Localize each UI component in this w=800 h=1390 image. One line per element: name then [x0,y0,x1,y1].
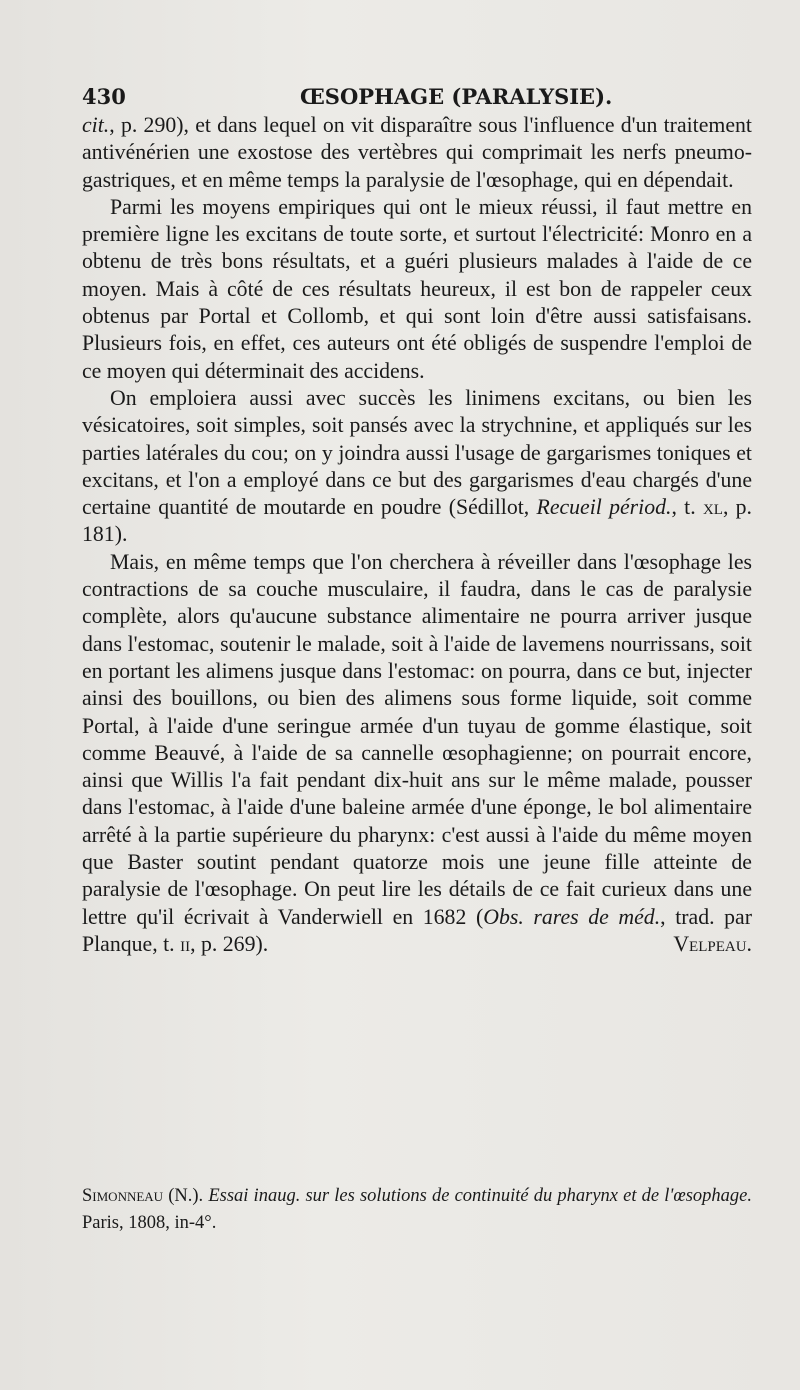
paragraph-4-italic: Obs. rares de méd. [483,904,661,929]
reference-imprint: Paris, 1808, in-4°. [82,1213,217,1233]
paragraph-3-italic: Recueil périod. [536,495,672,520]
paragraph-2: Parmi les moyens empiriques qui ont le mieux réussi, il faut mettre en première ligne les excitans de toute sorte, et surtout l'électricité: Monro en a obtenu de très bons résultats, et a guéri plusieurs malades à l'aide de ce moyen. Mais à côté de ces résultats heureux, il est bon de rappeler ceux obtenus par Portal et Collomb, et qui sont loin d'être aussi satisfaisans. Plusieurs fois, en effet, ces auteurs ont été obligés de suspendre l'emploi de ce moyen qui déterminait des accidens. [82,194,752,383]
paragraph-4 [82,549,752,958]
body-text [82,112,752,958]
paragraph-4-text-b: , trad. par Planque, t. [82,904,752,956]
paragraph-1 [82,112,752,194]
paragraph-3-text-b: , t. [671,495,703,520]
reference-author: Simonneau (N.). [82,1186,204,1206]
paragraph-4-volume: ii [180,931,191,956]
paragraph-4-text-c: , p. 269). [190,931,269,956]
paragraph-3 [82,385,752,549]
reference-title: Essai inaug. sur les solutions de continuité du pharynx et de l'œsophage. [208,1186,752,1206]
author-signature: Velpeau. [673,931,752,956]
running-header [82,84,732,114]
paragraph-3-text-a: On emploiera aussi avec succès les linimens excitans, ou bien les vésicatoires, soit simples, soit pansés avec la strychnine, et appliqués sur les parties latérales du cou; on y joindra aussi l'usage de gargarismes toniques et excitans, et l'on a employé dans ce but des gargarismes d'eau chargés d'une certaine quantité de moutarde en poudre (Sédillot, [82,385,752,520]
bibliographic-reference [82,1183,752,1237]
paragraph-1-text: , p. 290), et dans lequel on vit disparaître sous l'influence d'un traitement antivénérien une exostose des vertèbres qui comprimait les nerfs pneumo-gastriques, et en même temps la paralysie de l'œsophage, qui en dépendait. [82,113,752,192]
running-title: ŒSOPHAGE (PARALYSIE). [300,84,613,109]
paragraph-4-text-a: Mais, en même temps que l'on cherchera à réveiller dans l'œsophage les contractions de sa couche musculaire, il faudra, dans le cas de paralysie complète, alors qu'aucune substance alimentaire ne pourra arriver jusque dans l'estomac, soutenir le malade, soit à l'aide de lavemens nourrissans, soit en portant les alimens jusque dans l'estomac: on pourra, dans ce but, injecter ainsi des bouillons, ou bien des alimens sous forme liquide, soit comme Portal, à l'aide d'une seringue armée d'un tuyau de gomme élastique, soit comme Beauvé, à l'aide de sa cannelle œsophagienne; on pourrait encore, ainsi que Willis l'a fait pendant dix-huit ans sur le même malade, pousser dans l'estomac, à l'aide d'une baleine armée d'une éponge, le bol alimentaire arrêté à la partie supérieure du pharynx: c'est aussi à l'aide du même moyen que Baster soutint pendant quatorze mois une jeune fille atteinte de paralysie de l'œsophage. On peut lire les détails de ce fait curieux dans une lettre qu'il écrivait à Vanderwiell en 1682 ( [82,549,752,929]
paragraph-3-volume: xl [702,495,723,520]
citation-italic: cit. [82,113,110,137]
page-number: 430 [82,84,126,109]
paragraph-3-text-c: , p. 181). [82,495,753,547]
